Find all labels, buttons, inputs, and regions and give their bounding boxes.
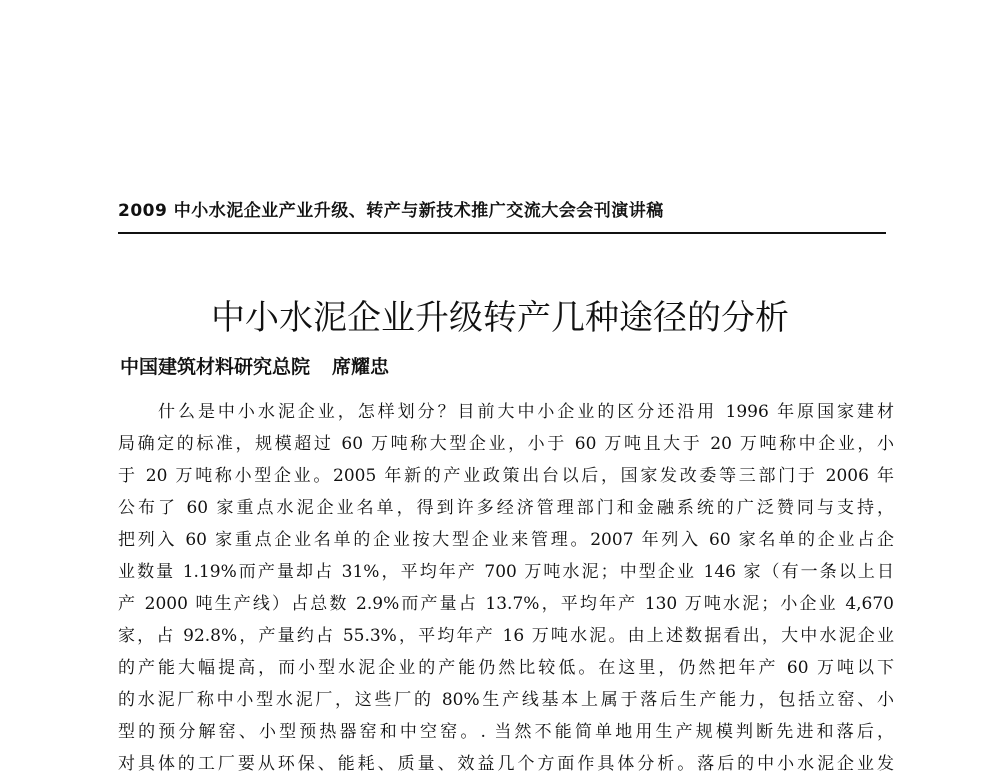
byline: [120, 352, 389, 379]
body-line: 对具体的工厂要从环保、能耗、质量、效益几个方面作具体分析。落后的中小水泥企业发: [118, 754, 894, 774]
body-line: 把列入 60 家重点企业名单的企业按大型企业来管理。2007 年列入 60 家名单的企业占企: [118, 530, 894, 550]
article-body: [118, 396, 894, 780]
article-title: 中小水泥企业升级转产几种途径的分析: [211, 298, 789, 338]
body-line: 业数量 1.19%而产量却占 31%，平均年产 700 万吨水泥；中型企业 146 家（有一条以上日: [118, 562, 894, 582]
author-name: 席耀忠: [332, 356, 390, 378]
body-line: 家，占 92.8%，产量约占 55.3%，平均年产 16 万吨水泥。由上述数据看出，大中水泥企业: [118, 626, 894, 646]
running-header: 2009 中小水泥企业产业升级、转产与新技术推广交流大会会刊演讲稿: [118, 201, 664, 221]
author-affiliation: 中国建筑材料研究总院: [120, 356, 311, 378]
body-line: 产 2000 吨生产线）占总数 2.9%而产量占 13.7%，平均年产 130 万吨水泥；小企业 4,670: [118, 594, 894, 614]
body-line: 什么是中小水泥企业，怎样划分？目前大中小企业的区分还沿用 1996 年原国家建材: [158, 402, 894, 422]
body-line: 局确定的标准，规模超过 60 万吨称大型企业，小于 60 万吨且大于 20 万吨称中企业，小: [118, 434, 894, 454]
body-line: 的水泥厂称中小型水泥厂，这些厂的 80%生产线基本上属于落后生产能力，包括立窑、小: [118, 690, 894, 710]
header-rule: [118, 232, 886, 234]
body-line: 于 20 万吨称小型企业。2005 年新的产业政策出台以后，国家发改委等三部门于 2006 年: [118, 466, 894, 486]
body-line: 型的预分解窑、小型预热器窑和中空窑。. 当然不能简单地用生产规模判断先进和落后，: [118, 722, 894, 742]
body-line: 的产能大幅提高，而小型水泥企业的产能仍然比较低。在这里，仍然把年产 60 万吨以下: [118, 658, 894, 678]
body-line: 公布了 60 家重点水泥企业名单，得到许多经济管理部门和金融系统的广泛赞同与支持，: [118, 498, 894, 518]
